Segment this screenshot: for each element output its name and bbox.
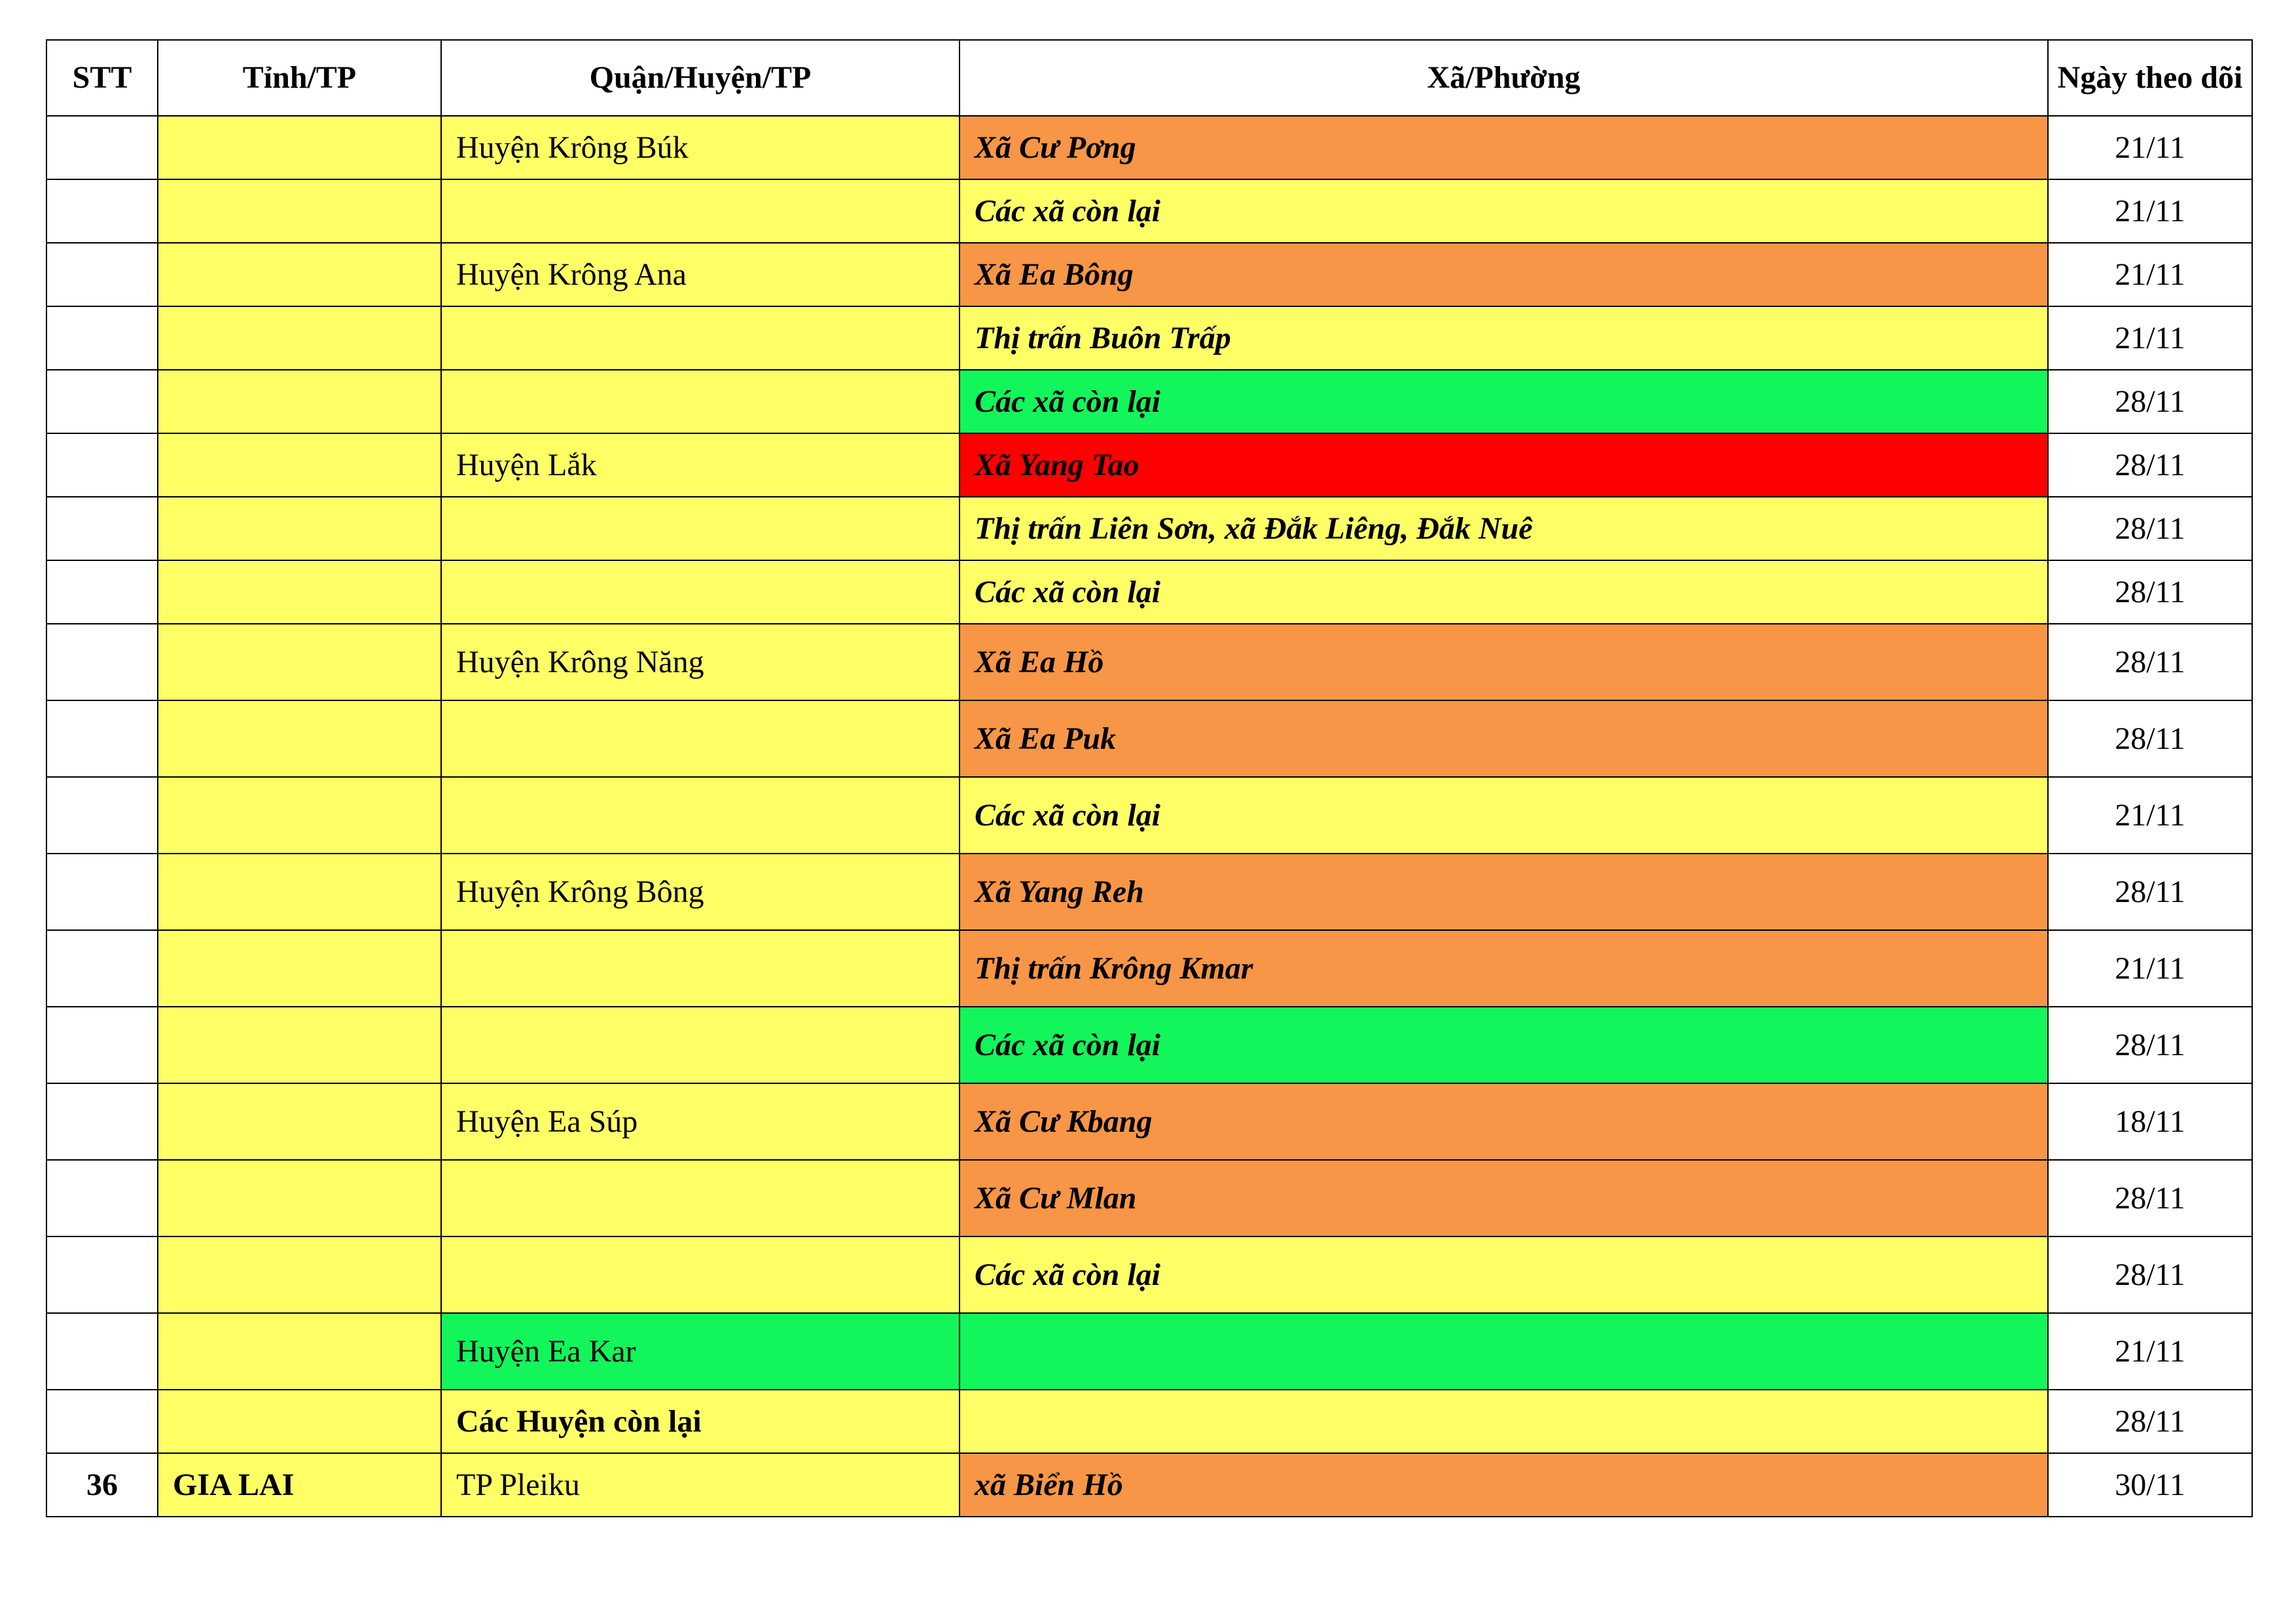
province-cell — [158, 1313, 441, 1390]
date-cell: 28/11 — [2048, 624, 2252, 700]
province-cell — [158, 1160, 441, 1236]
district-cell: TP Pleiku — [441, 1453, 960, 1517]
ward-cell: Xã Yang Tao — [960, 433, 2048, 497]
date-cell: 21/11 — [2048, 930, 2252, 1007]
date-cell: 28/11 — [2048, 1160, 2252, 1236]
ward-cell: Xã Ea Puk — [960, 700, 2048, 777]
table-row — [46, 116, 2252, 179]
district-cell: Huyện Krông Ana — [441, 243, 960, 306]
ward-cell: Thị trấn Buôn Trấp — [960, 306, 2048, 370]
date-cell: 28/11 — [2048, 1390, 2252, 1453]
date-cell: 28/11 — [2048, 1007, 2252, 1083]
ward-cell: Thị trấn Krông Kmar — [960, 930, 2048, 1007]
province-cell — [158, 930, 441, 1007]
date-cell: 28/11 — [2048, 433, 2252, 497]
header-row — [46, 40, 2252, 116]
table-row — [46, 1083, 2252, 1160]
district-cell: Huyện Krông Năng — [441, 624, 960, 700]
ward-cell: Các xã còn lại — [960, 370, 2048, 433]
date-cell: 18/11 — [2048, 1083, 2252, 1160]
date-cell: 28/11 — [2048, 700, 2252, 777]
table-row — [46, 433, 2252, 497]
district-cell — [441, 1160, 960, 1236]
stt-cell — [46, 433, 158, 497]
ward-cell: Xã Cư Kbang — [960, 1083, 2048, 1160]
table-row — [46, 370, 2252, 433]
province-cell — [158, 306, 441, 370]
date-cell: 21/11 — [2048, 179, 2252, 243]
header-date: Ngày theo dõi — [2048, 40, 2252, 116]
province-cell — [158, 243, 441, 306]
district-cell — [441, 1007, 960, 1083]
table-row — [46, 497, 2252, 560]
stt-cell — [46, 560, 158, 624]
date-cell: 28/11 — [2048, 560, 2252, 624]
province-cell — [158, 1007, 441, 1083]
date-cell: 28/11 — [2048, 854, 2252, 930]
date-cell: 28/11 — [2048, 1236, 2252, 1313]
district-cell: Huyện Ea Kar — [441, 1313, 960, 1390]
district-cell: Huyện Krông Búk — [441, 116, 960, 179]
province-cell — [158, 116, 441, 179]
stt-cell — [46, 1160, 158, 1236]
table-row — [46, 624, 2252, 700]
ward-cell: Xã Cư Pơng — [960, 116, 2048, 179]
table-row — [46, 1007, 2252, 1083]
header-ward: Xã/Phường — [960, 40, 2048, 116]
table-row — [46, 179, 2252, 243]
stt-cell — [46, 700, 158, 777]
date-cell: 28/11 — [2048, 497, 2252, 560]
district-cell — [441, 1236, 960, 1313]
stt-cell — [46, 777, 158, 854]
stt-cell — [46, 306, 158, 370]
stt-cell — [46, 243, 158, 306]
date-cell: 21/11 — [2048, 306, 2252, 370]
province-cell — [158, 497, 441, 560]
district-cell: Huyện Krông Bông — [441, 854, 960, 930]
header-stt: STT — [46, 40, 158, 116]
ward-cell: Các xã còn lại — [960, 560, 2048, 624]
date-cell: 21/11 — [2048, 243, 2252, 306]
date-cell: 30/11 — [2048, 1453, 2252, 1517]
table-row — [46, 1313, 2252, 1390]
stt-cell — [46, 1007, 158, 1083]
province-cell — [158, 1083, 441, 1160]
province-cell — [158, 624, 441, 700]
stt-cell — [46, 116, 158, 179]
table-row — [46, 1453, 2252, 1517]
ward-cell: Các xã còn lại — [960, 777, 2048, 854]
table-row — [46, 930, 2252, 1007]
province-cell — [158, 560, 441, 624]
ward-cell: Xã Ea Hồ — [960, 624, 2048, 700]
table-row — [46, 1160, 2252, 1236]
header-province: Tỉnh/TP — [158, 40, 441, 116]
ward-cell: Thị trấn Liên Sơn, xã Đắk Liêng, Đắk Nuê — [960, 497, 2048, 560]
stt-cell — [46, 497, 158, 560]
district-cell — [441, 179, 960, 243]
stt-cell — [46, 854, 158, 930]
ward-cell: Xã Cư Mlan — [960, 1160, 2048, 1236]
province-cell — [158, 1390, 441, 1453]
ward-cell: xã Biển Hồ — [960, 1453, 2048, 1517]
date-cell: 28/11 — [2048, 370, 2252, 433]
district-cell — [441, 497, 960, 560]
province-cell — [158, 854, 441, 930]
header-district: Quận/Huyện/TP — [441, 40, 960, 116]
stt-cell — [46, 624, 158, 700]
table-row — [46, 1236, 2252, 1313]
stt-cell — [46, 370, 158, 433]
ward-cell — [960, 1313, 2048, 1390]
province-cell: GIA LAI — [158, 1453, 441, 1517]
province-cell — [158, 179, 441, 243]
district-cell — [441, 370, 960, 433]
date-cell: 21/11 — [2048, 1313, 2252, 1390]
stt-cell — [46, 1236, 158, 1313]
stt-cell — [46, 930, 158, 1007]
ward-cell: Xã Yang Reh — [960, 854, 2048, 930]
table-row — [46, 306, 2252, 370]
province-cell — [158, 370, 441, 433]
district-cell: Huyện Ea Súp — [441, 1083, 960, 1160]
table-row — [46, 700, 2252, 777]
province-cell — [158, 1236, 441, 1313]
ward-cell: Các xã còn lại — [960, 179, 2048, 243]
monitoring-table — [46, 39, 2253, 1517]
table-row — [46, 243, 2252, 306]
table-row — [46, 1390, 2252, 1453]
district-cell — [441, 930, 960, 1007]
stt-cell — [46, 1313, 158, 1390]
province-cell — [158, 433, 441, 497]
stt-cell: 36 — [46, 1453, 158, 1517]
table-body — [46, 116, 2252, 1517]
district-cell — [441, 700, 960, 777]
district-cell: Huyện Lắk — [441, 433, 960, 497]
ward-cell: Các xã còn lại — [960, 1007, 2048, 1083]
stt-cell — [46, 1390, 158, 1453]
ward-cell — [960, 1390, 2048, 1453]
district-cell — [441, 306, 960, 370]
stt-cell — [46, 1083, 158, 1160]
ward-cell: Các xã còn lại — [960, 1236, 2048, 1313]
stt-cell — [46, 179, 158, 243]
district-cell — [441, 560, 960, 624]
date-cell: 21/11 — [2048, 777, 2252, 854]
district-cell — [441, 777, 960, 854]
table-row — [46, 854, 2252, 930]
date-cell: 21/11 — [2048, 116, 2252, 179]
district-cell: Các Huyện còn lại — [441, 1390, 960, 1453]
table-row — [46, 560, 2252, 624]
table-row — [46, 777, 2252, 854]
province-cell — [158, 700, 441, 777]
ward-cell: Xã Ea Bông — [960, 243, 2048, 306]
province-cell — [158, 777, 441, 854]
